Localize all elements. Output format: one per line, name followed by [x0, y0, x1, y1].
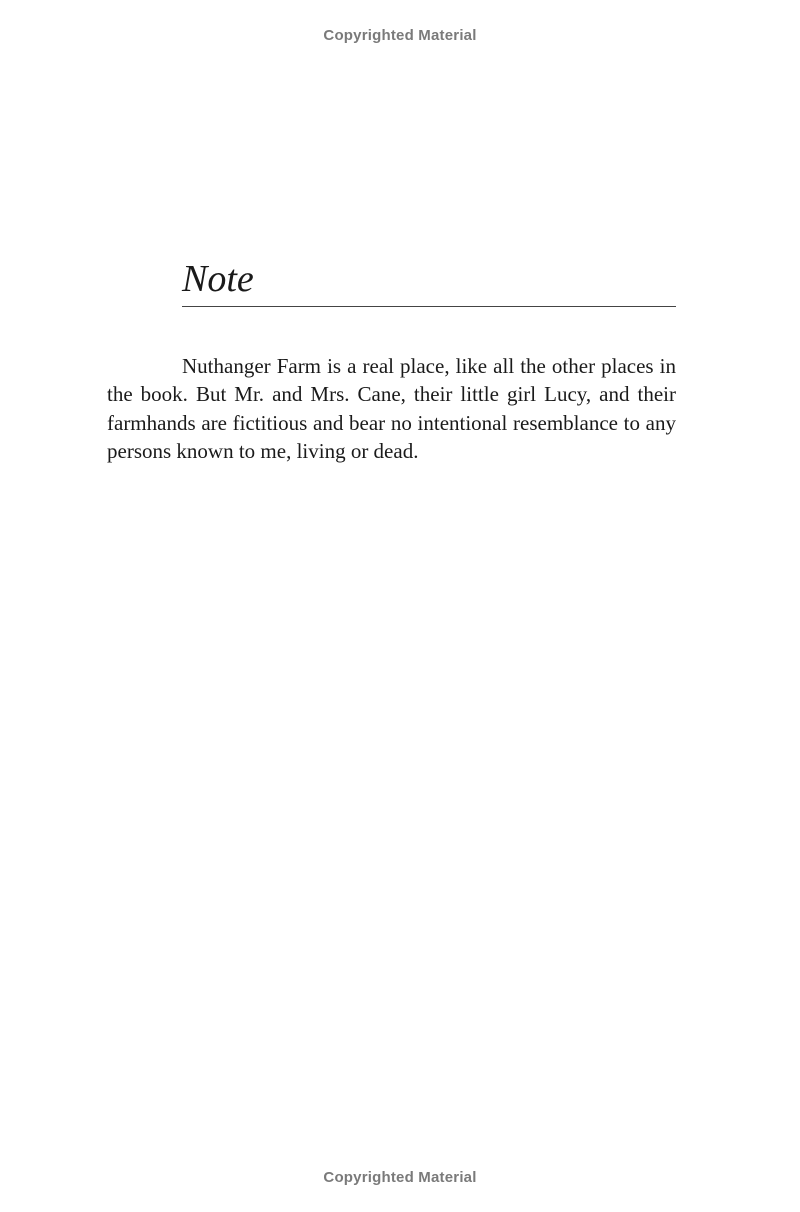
- copyright-watermark-bottom: Copyrighted Material: [323, 1169, 477, 1186]
- title-underline-divider: [182, 306, 676, 307]
- section-title: Note: [182, 258, 254, 300]
- note-paragraph: Nuthanger Farm is a real place, like all the other places in the book. But Mr. and Mrs. Cane, their little girl Lucy, and their farmhands are fictitious and bear no intentional resemblance to any persons known to me, living or dead.: [107, 354, 676, 463]
- copyright-watermark-top: Copyrighted Material: [323, 27, 477, 44]
